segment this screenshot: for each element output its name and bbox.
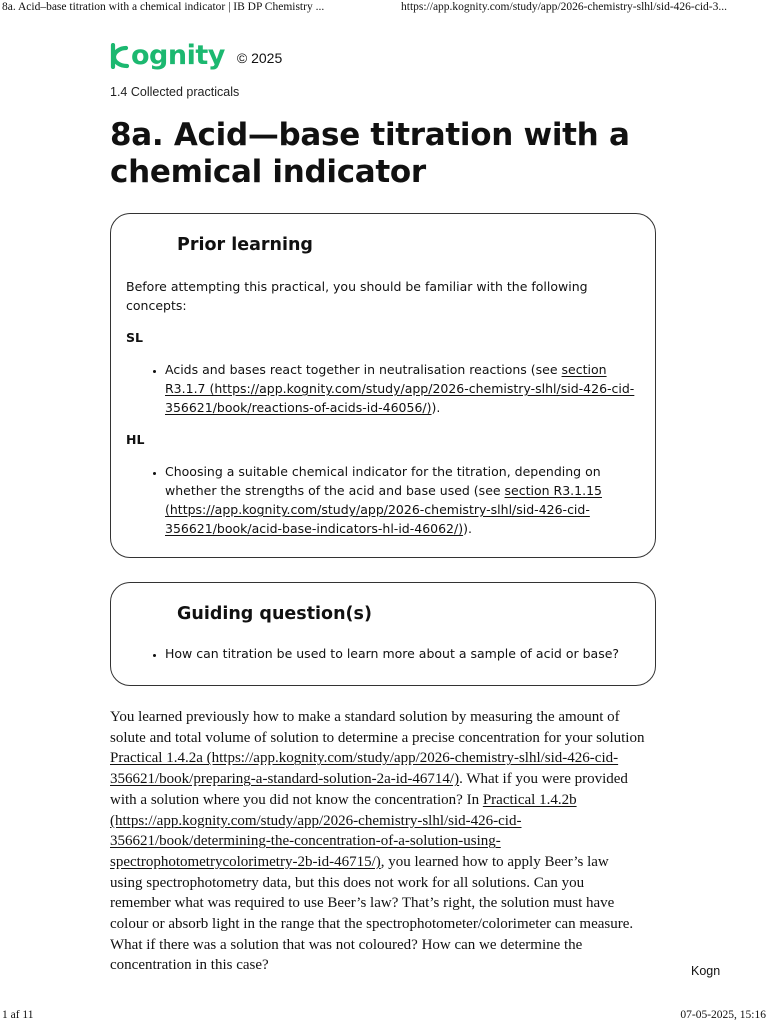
kognity-watermark: Kogn bbox=[691, 964, 721, 978]
print-header bbox=[0, 0, 768, 18]
prior-learning-intro: Before attempting this practical, you should be familiar with the following concepts: bbox=[126, 279, 588, 313]
list-item bbox=[165, 360, 639, 417]
brand-row bbox=[110, 40, 282, 71]
page-number: 1 af 11 bbox=[2, 1009, 34, 1021]
kognity-logo[interactable] bbox=[110, 40, 225, 71]
intro-paragraph bbox=[110, 707, 645, 976]
hl-label: HL bbox=[126, 432, 145, 447]
print-header-url: https://app.kognity.com/study/app/2026-chemistry-slhl/sid-426-cid-3... bbox=[401, 1, 728, 13]
guiding-questions-heading: Guiding question(s) bbox=[177, 604, 372, 624]
section-r317-link[interactable]: section R3.1.7 (https://app.kognity.com/study/app/2026-chemistry-slhl/sid-426-cid-356621/book/reactions-of-acids-id-46056/) bbox=[165, 362, 635, 415]
hl-list bbox=[126, 462, 639, 538]
list-item: • How can titration be used to learn more about a sample of acid or base? bbox=[165, 644, 639, 663]
paragraph-text: You learned previously how to make a standard solution by measuring the amount of solute and total volume of solution to determine a precise concentration for your solution bbox=[110, 709, 645, 746]
guiding-questions-list bbox=[126, 644, 639, 663]
guiding-questions-box bbox=[110, 582, 656, 686]
logo-text: ognity bbox=[131, 40, 225, 71]
hl-item-end: ). bbox=[463, 521, 472, 536]
sl-label: SL bbox=[126, 330, 143, 345]
paragraph-text: . What if you were provided with a solution where you did not know the concentration? In bbox=[110, 771, 628, 808]
print-header-title: 8a. Acid–base titration with a chemical indicator | IB DP Chemistry ... bbox=[2, 1, 325, 13]
print-datetime: 07-05-2025, 15:16 bbox=[680, 1009, 766, 1021]
section-r3115-link[interactable]: section R3.1.15 (https://app.kognity.com/study/app/2026-chemistry-slhl/sid-426-cid-356621/book/acid-base-indicators-hl-id-46062/) bbox=[165, 483, 602, 536]
prior-learning-box bbox=[110, 213, 656, 558]
list-item bbox=[165, 462, 639, 538]
page-title: 8a. Acid—base titration with a chemical indicator bbox=[110, 117, 630, 190]
print-footer bbox=[0, 1009, 768, 1024]
breadcrumb[interactable]: 1.4 Collected practicals bbox=[110, 85, 240, 99]
sl-item-text: Acids and bases react together in neutralisation reactions (see bbox=[165, 362, 562, 377]
kognity-k-icon bbox=[110, 43, 130, 69]
prior-learning-heading: Prior learning bbox=[177, 235, 313, 255]
sl-list bbox=[126, 360, 639, 417]
paragraph-text: , you learned how to apply Beer’s law using spectrophotometry data, but this does not work for all solutions. Can you remember what was required to use Beer’s law? That’s right, the solution must have colour or absorb light in the range that the spectrophotometer/colorimeter can measure. What if there was a solution that was not coloured? How can we determine the concentration in this case? bbox=[110, 853, 634, 974]
sl-item-end: ). bbox=[431, 400, 441, 415]
practical-142b-link[interactable]: Practical 1.4.2b (https://app.kognity.com/study/app/2026-chemistry-slhl/sid-426-cid-356621/book/determining-the-concentration-of-a-solution-using-spectrophotometrycolorimetry-2b-id-46715/) bbox=[110, 791, 577, 870]
copyright: © 2025 bbox=[236, 49, 283, 66]
practical-142a-link[interactable]: Practical 1.4.2a (https://app.kognity.com/study/app/2026-chemistry-slhl/sid-426-cid-356621/book/preparing-a-standard-solution-2a-id-46714/) bbox=[110, 750, 619, 788]
hl-item-text: Choosing a suitable chemical indicator for the titration, depending on whether the strengths of the acid and base used (see bbox=[165, 464, 601, 498]
